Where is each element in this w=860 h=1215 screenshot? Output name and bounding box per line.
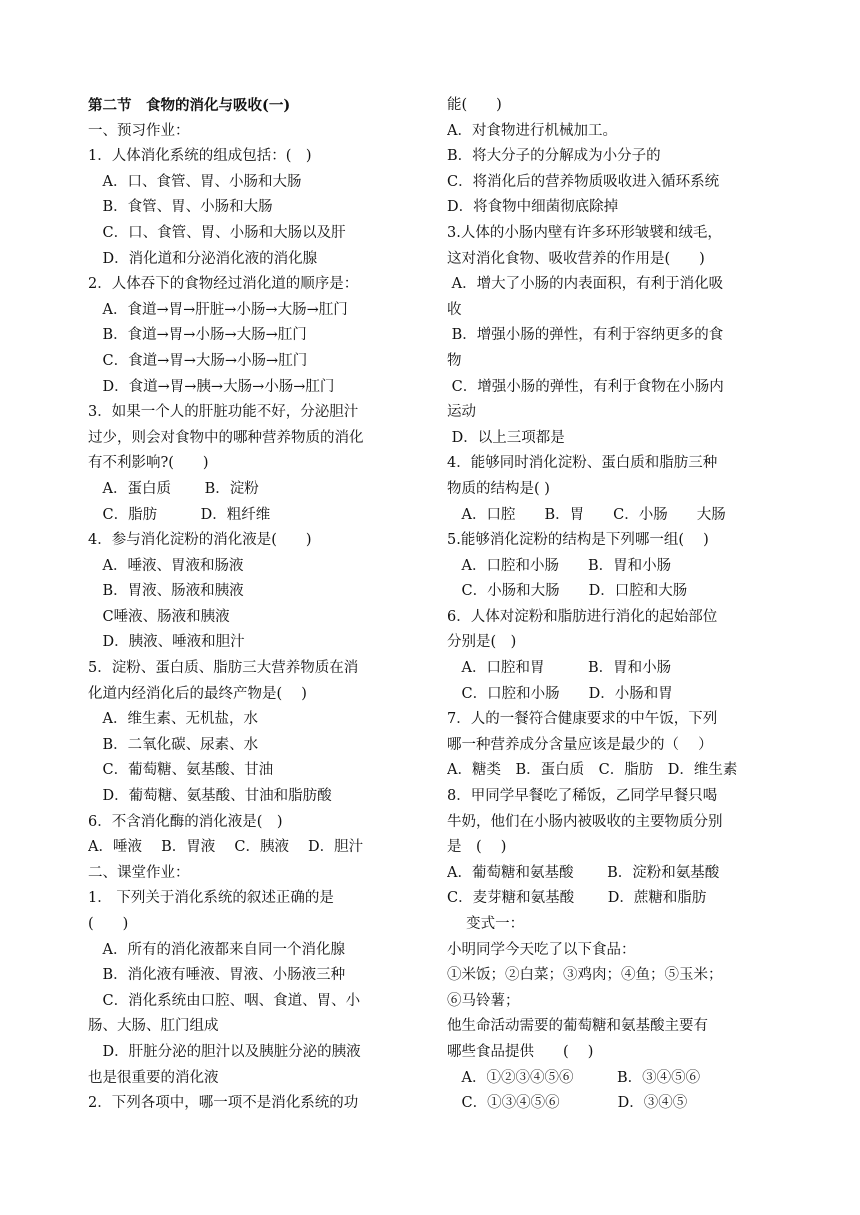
text-line: 化道内经消化后的最终产物是( ) (88, 685, 307, 702)
text-line: A．唾液 B．胃液 C．胰液 D．胆汁 (88, 839, 364, 856)
text-line: A．葡萄糖和氨基酸 B．淀粉和氨基酸 (447, 864, 720, 881)
text-line: 3.人体的小肠内壁有许多环形皱襞和绒毛， (447, 224, 722, 241)
text-line: 5.能够消化淀粉的结构是下列哪一组( ) (447, 532, 709, 549)
text-line: A．唾液、胃液和肠液 (88, 557, 244, 574)
text-line: 哪一种营养成分含量应该是最少的（ ） (447, 736, 713, 753)
section-title: 第二节 食物的消化与吸收(一) (88, 97, 291, 114)
text-line: 小明同学今天吃了以下食品： (447, 941, 636, 958)
text-line: B．食道→胃→小肠→大肠→肛门 (88, 327, 307, 344)
text-line: 4．能够同时消化淀粉、蛋白质和脂肪三种 (447, 455, 718, 472)
text-line: 肠、大肠、肛门组成 (88, 1018, 219, 1035)
text-line: 有不利影响?( ) (88, 455, 209, 472)
text-line: A．增大了小肠的内表面积，有利于消化吸 (447, 276, 724, 293)
text-line: B．将大分子的分解成为小分子的 (447, 148, 661, 165)
text-line: B．增强小肠的弹性，有利于容纳更多的食 (447, 327, 724, 344)
text-line: 分别是( ) (447, 634, 517, 651)
text-line: A．①②③④⑤⑥ B．③④⑤⑥ (447, 1069, 701, 1086)
text-line: C．小肠和大肠 D．口腔和大肠 (447, 583, 688, 600)
text-line: A．口腔和小肠 B．胃和小肠 (447, 557, 672, 574)
text-line: ①米饭；②白菜；③鸡肉；④鱼；⑤玉米； (447, 967, 723, 984)
text-line: 2．下列各项中，哪一项不是消化系统的功 (88, 1095, 359, 1112)
text-line: C．麦芽糖和氨基酸 D．蔗糖和脂肪 (447, 890, 707, 907)
text-line: B．消化液有唾液、胃液、小肠液三种 (88, 967, 346, 984)
text-line: C．口腔和小肠 D．小肠和胃 (447, 685, 673, 702)
text-line: ⑥马铃薯； (447, 992, 520, 1009)
text-line: 6．不含消化酶的消化液是( ) (88, 813, 283, 830)
text-line: C．脂肪 D．粗纤维 (88, 506, 271, 523)
text-line: 物质的结构是( ) (447, 480, 550, 497)
text-line: A．食道→胃→肝脏→小肠→大肠→肛门 (88, 301, 348, 318)
text-line: D．葡萄糖、氨基酸、甘油和脂肪酸 (88, 788, 332, 805)
text-line: C唾液、肠液和胰液 (88, 608, 230, 625)
text-line: 能( ) (447, 97, 502, 113)
text-line: ( ) (88, 916, 129, 932)
text-line: A．口腔 B．胃 C．小肠 大肠 (447, 506, 726, 523)
text-line: C．消化系统由口腔、咽、食道、胃、小 (88, 992, 361, 1009)
text-line: A．所有的消化液都来自同一个消化腺 (88, 941, 345, 958)
text-line: 4．参与消化淀粉的消化液是( ) (88, 532, 312, 549)
text-line: A．口、食管、胃、小肠和大肠 (88, 173, 302, 190)
text-line: 二、课堂作业： (88, 864, 190, 881)
text-line: A．蛋白质 B．淀粉 (88, 480, 259, 497)
text-line: 一、预习作业： (88, 122, 190, 139)
text-line: 也是很重要的消化液 (88, 1069, 219, 1086)
text-line: 这对消化食物、吸收营养的作用是( ) (447, 250, 705, 267)
text-line: 他生命活动需要的葡萄糖和氨基酸主要有 (447, 1018, 708, 1035)
text-line: D．肝脏分泌的胆汁以及胰脏分泌的胰液 (88, 1043, 361, 1060)
text-line: C．食道→胃→大肠→小肠→肛门 (88, 352, 308, 369)
right-column (447, 93, 777, 1117)
text-line: A．糖类 B．蛋白质 C．脂肪 D．维生素 (447, 762, 738, 779)
text-line: 2．人体吞下的食物经过消化道的顺序是： (88, 276, 359, 293)
text-line: C．葡萄糖、氨基酸、甘油 (88, 762, 274, 779)
text-line: 7．人的一餐符合健康要求的中午饭，下列 (447, 711, 718, 728)
text-line: 牛奶，他们在小肠内被吸收的主要物质分别 (447, 813, 723, 830)
text-line: 6．人体对淀粉和脂肪进行消化的起始部位 (447, 608, 718, 625)
text-line: 1． 下列关于消化系统的叙述正确的是 (88, 890, 334, 907)
text-line: 3．如果一个人的肝脏功能不好，分泌胆汁 (88, 404, 359, 421)
text-line: 是 ( ) (447, 839, 507, 856)
text-line: A．维生素、无机盐，水 (88, 711, 258, 728)
text-line: 运动 (447, 404, 476, 421)
text-line: A．口腔和胃 B．胃和小肠 (447, 660, 672, 677)
text-line: D．将食物中细菌彻底除掉 (447, 199, 619, 216)
text-line: D．胰液、唾液和胆汁 (88, 634, 245, 651)
text-line: D．以上三项都是 (447, 429, 565, 446)
text-line: 1．人体消化系统的组成包括：( ) (88, 148, 312, 165)
text-line: B．二氧化碳、尿素、水 (88, 736, 259, 753)
text-line: 收 (447, 301, 462, 318)
text-line: C．将消化后的营养物质吸收进入循环系统 (447, 173, 720, 190)
text-line: B．食管、胃、小肠和大肠 (88, 199, 273, 216)
text-line: 过少，则会对食物中的哪种营养物质的消化 (88, 429, 364, 446)
text-line: 8．甲同学早餐吃了稀饭，乙同学早餐只喝 (447, 788, 718, 805)
left-column (88, 93, 420, 1117)
text-line: 5．淀粉、蛋白质、脂肪三大营养物质在消 (88, 660, 359, 677)
text-line: 哪些食品提供 ( ) (447, 1043, 594, 1060)
text-line: D．食道→胃→胰→大肠→小肠→肛门 (88, 378, 335, 395)
text-line: D．消化道和分泌消化液的消化腺 (88, 250, 318, 267)
text-line: B．胃液、肠液和胰液 (88, 583, 244, 600)
text-line: 变式一： (447, 916, 525, 932)
text-line: C．口、食管、胃、小肠和大肠以及肝 (88, 224, 346, 241)
text-line: C．增强小肠的弹性，有利于食物在小肠内 (447, 378, 724, 395)
text-line: C．①③④⑤⑥ D．③④⑤ (447, 1095, 688, 1112)
text-line: 物 (447, 352, 462, 369)
text-line: A．对食物进行机械加工。 (447, 122, 617, 139)
